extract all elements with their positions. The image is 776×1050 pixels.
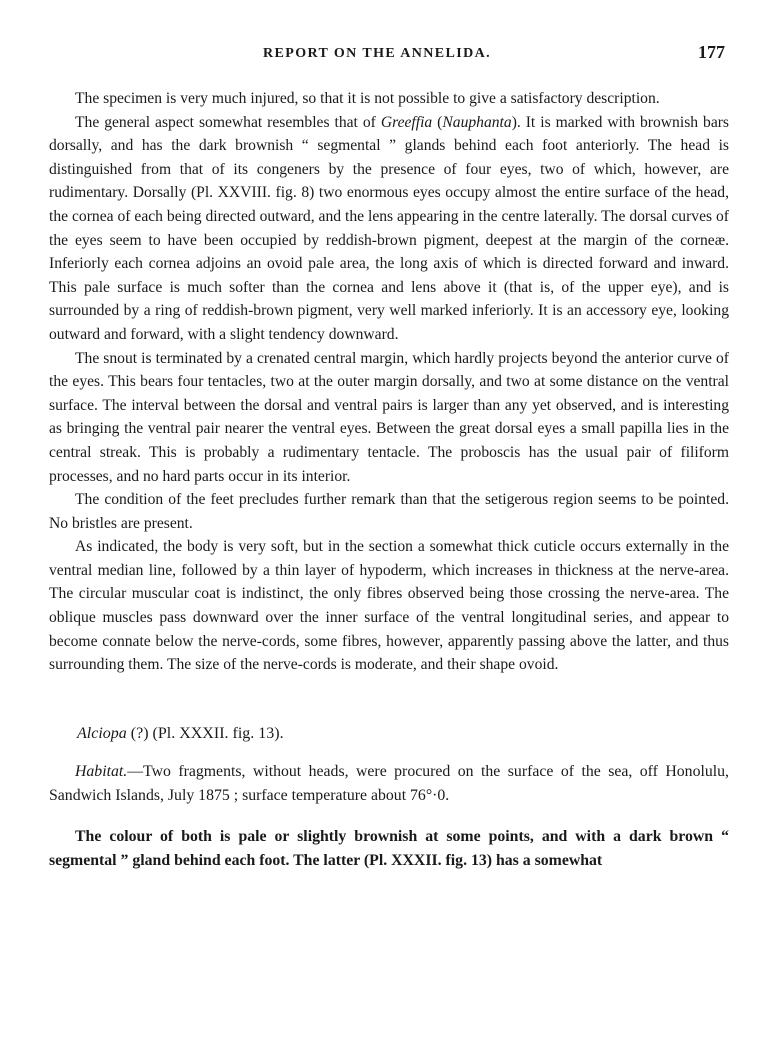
text-segment: ). It is marked with brownish bars dorsally, and has the dark brownish “ segmental ” glands behind each foot anteriorly. The head is distinguished from that of its congeners by the presence of four eyes, two of which, however, are rudimentary. Dorsally (Pl. XXVIII. fig. 8) two enormous eyes occupy almost the entire surface of the head, the cornea of each being directed outward, and the lens appearing in the centre laterally. The dorsal curves of the eyes seem to have been occupied by reddish-brown pigment, deepest at the margin of the corneæ. Inferiorly each cornea adjoins an ovoid pale area, the long axis of which is directed forward and inward. This pale surface is much softer than the cornea and lens above it (that is, of the upper eye), and is surrounded by a ring of reddish-brown pigment, very well marked inferiorly. It is an accessory eye, looking outward and forward, with a slight tendency downward. (49, 113, 730, 343)
paragraph-3 (49, 347, 729, 489)
habitat-paragraph (49, 760, 729, 808)
body-text (49, 87, 729, 677)
species-heading (77, 722, 729, 746)
document-page (49, 40, 729, 873)
text-segment: The snout is terminated by a crenated central margin, which hardly projects beyond the anterior curve of the eyes. This bears four tentacles, two at the outer margin dorsally, and two at some distance on the ventral surface. The interval between the dorsal and ventral pairs is larger than any yet observed, and is interesting as bringing the ventral pair nearer the ventral eyes. Between the great dorsal eyes a small papilla lies in the central streak. This is probably a rudimentary tentacle. The proboscis has the usual pair of filiform processes, and no hard parts occur in its interior. (49, 349, 729, 485)
paragraph-2 (49, 111, 729, 347)
running-head (49, 40, 729, 70)
text-segment: The condition of the feet precludes further remark than that the setigerous region seems to be pointed. No bristles are present. (49, 491, 729, 532)
text-segment: The specimen is very much injured, so that it is not possible to give a satisfactory description. (75, 90, 660, 107)
species-reference: (?) (Pl. XXXII. fig. 13). (126, 724, 284, 742)
text-segment: ( (432, 113, 443, 131)
genus-name-italic: Nauphanta (442, 113, 512, 131)
text-segment: The general aspect somewhat resembles that of (75, 113, 381, 131)
text-segment: As indicated, the body is very soft, but in the section a somewhat thick cuticle occurs externally in the ventral median line, followed by a thin layer of hypoderm, which increases in thickness at the nerve-area. The circular muscular coat is indistinct, the only fibres observed being those crossing the nerve-area. The oblique muscles pass downward over the inner surface of the ventral longitudinal series, and appear to become connate below the nerve-cords, some fibres, however, apparently passing above the latter, and thus surrounding them. The size of the nerve-cords is moderate, and their shape ovoid. (49, 538, 729, 674)
genus-name-italic: Greeffia (380, 113, 433, 131)
final-paragraph: The colour of both is pale or slightly brownish at some points, and with a dark brown “ segmental ” gland behind each foot. The latter (Pl. XXXII. fig. 13) has a somewhat (49, 827, 729, 869)
paragraph-4 (49, 488, 729, 535)
page-number: 177 (698, 42, 725, 62)
habitat-label: Habitat. (75, 762, 128, 780)
habitat-text: —Two fragments, without heads, were procured on the surface of the sea, off Honolulu, Sandwich Islands, July 1875 ; surface temperature about 76°·0. (49, 762, 729, 804)
paragraph-1 (49, 87, 729, 111)
paragraph-5 (49, 535, 729, 677)
species-name: Alciopa (77, 724, 127, 742)
running-title: REPORT ON THE ANNELIDA. (263, 46, 492, 61)
